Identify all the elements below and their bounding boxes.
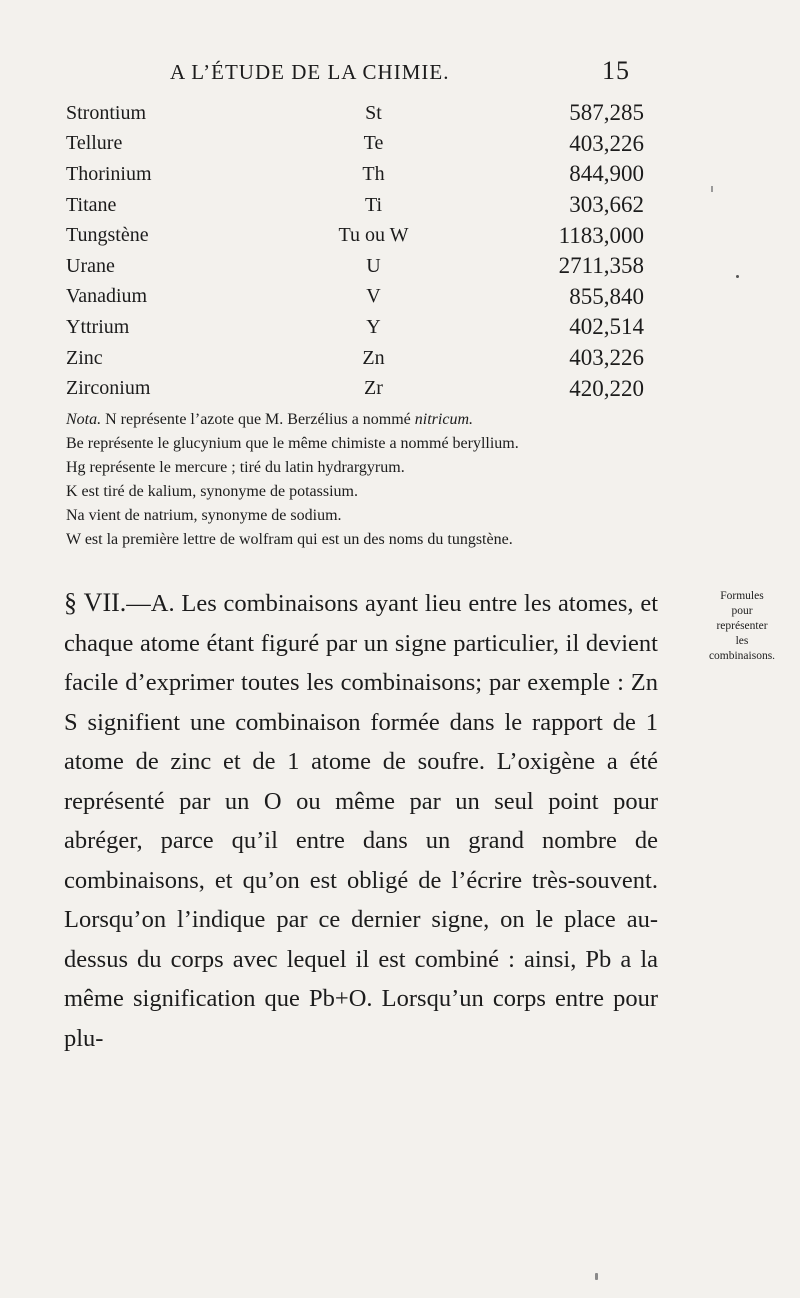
element-row	[66, 343, 646, 374]
element-name: Tellure	[66, 132, 123, 155]
nota-line: W est la première lettre de wolfram qui est un des noms du tungstène.	[66, 531, 513, 548]
nota-line: Hg représente le mercure ; tiré du latin hydrargyrum.	[66, 459, 405, 476]
page-number: 15	[602, 56, 630, 85]
element-symbol: Tu ou W	[338, 224, 409, 247]
margin-note-line: pour	[731, 605, 753, 617]
margin-note-line: représenter	[716, 620, 768, 632]
element-weight: 1183,000	[558, 222, 644, 248]
element-weight: 855,840	[569, 283, 644, 309]
element-weight: 303,662	[569, 192, 644, 218]
element-row	[66, 129, 646, 160]
section-sign: § VII.	[64, 588, 127, 617]
element-name: Zinc	[66, 346, 103, 369]
element-weight: 403,226	[569, 130, 644, 156]
nota-line: Na vient de natrium, synonyme de sodium.	[66, 507, 342, 524]
element-symbol: U	[366, 254, 381, 277]
element-row	[66, 190, 646, 221]
element-symbol: Zr	[364, 377, 383, 400]
element-name: Tungstène	[66, 224, 149, 247]
elements-table-body	[66, 98, 646, 404]
margin-note-line: combinaisons.	[708, 650, 776, 662]
element-row	[66, 251, 646, 282]
element-weight: 2711,358	[558, 253, 644, 279]
element-name: Urane	[66, 254, 115, 277]
running-title: A L’ÉTUDE DE LA CHIMIE.	[170, 60, 450, 84]
element-row	[66, 282, 646, 313]
element-row	[66, 373, 646, 404]
element-name: Titane	[66, 193, 117, 216]
element-name: Yttrium	[66, 315, 130, 338]
ink-speck	[736, 275, 739, 278]
nota-line: Be représente le glucynium que le même chimiste a nommé beryllium.	[66, 435, 519, 452]
margin-note-line: Formules	[720, 590, 764, 602]
element-symbol: Zn	[362, 346, 385, 369]
element-symbol: Th	[362, 162, 385, 185]
element-symbol: Te	[363, 132, 384, 155]
section-text: —A. Les combinaisons ayant lieu entre les atomes, et chaque atome étant figuré par un signe particulier, il devient facile d’exprimer toutes les combinaisons; par exemple : Zn S signifient une combinaison formée dans le rapport de 1 atome de zinc et de 1 atome de soufre. L’oxigène a été représenté par un O ou même par un seul point pour abréger, parce qu’il entre dans un grand nombre de combinaisons, et qu’on est obligé de l’écrire très-souvent. Lorsqu’on l’indique par ce dernier signe, on le place au-dessus du corps avec lequel il est combiné : ainsi, Pb a la même signification que Pb+O. Lorsqu’un corps entre pour plu-	[64, 590, 658, 1052]
ink-speck	[711, 186, 713, 192]
element-name: Strontium	[66, 101, 147, 124]
element-name: Vanadium	[66, 285, 148, 308]
element-row	[66, 159, 646, 190]
nitricum-word: nitricum.	[414, 411, 473, 428]
section-paragraph	[64, 583, 658, 1058]
element-weight: 844,900	[569, 161, 644, 187]
element-row	[66, 220, 646, 251]
element-symbol: Ti	[364, 193, 383, 216]
element-weight: 587,285	[569, 100, 644, 126]
element-weight: 420,220	[569, 375, 644, 401]
element-row	[66, 312, 646, 343]
margin-note-line: les	[735, 635, 749, 647]
element-weight: 402,514	[569, 314, 644, 340]
ink-speck	[595, 1273, 598, 1280]
elements-table	[66, 98, 646, 404]
nota-line: Nota. N représente l’azote que M. Berzélius a nommé nitricum.	[66, 411, 473, 428]
element-symbol: V	[366, 285, 381, 308]
element-symbol: St	[365, 101, 382, 124]
element-weight: 403,226	[569, 345, 644, 371]
element-name: Zirconium	[66, 377, 151, 400]
nota-block	[66, 408, 706, 552]
element-name: Thorinium	[66, 162, 152, 185]
element-symbol: Y	[366, 315, 381, 338]
nota-label: Nota.	[66, 411, 102, 428]
nota-line: K est tiré de kalium, synonyme de potassium.	[66, 483, 358, 500]
element-row	[66, 98, 646, 129]
margin-note	[686, 589, 798, 664]
